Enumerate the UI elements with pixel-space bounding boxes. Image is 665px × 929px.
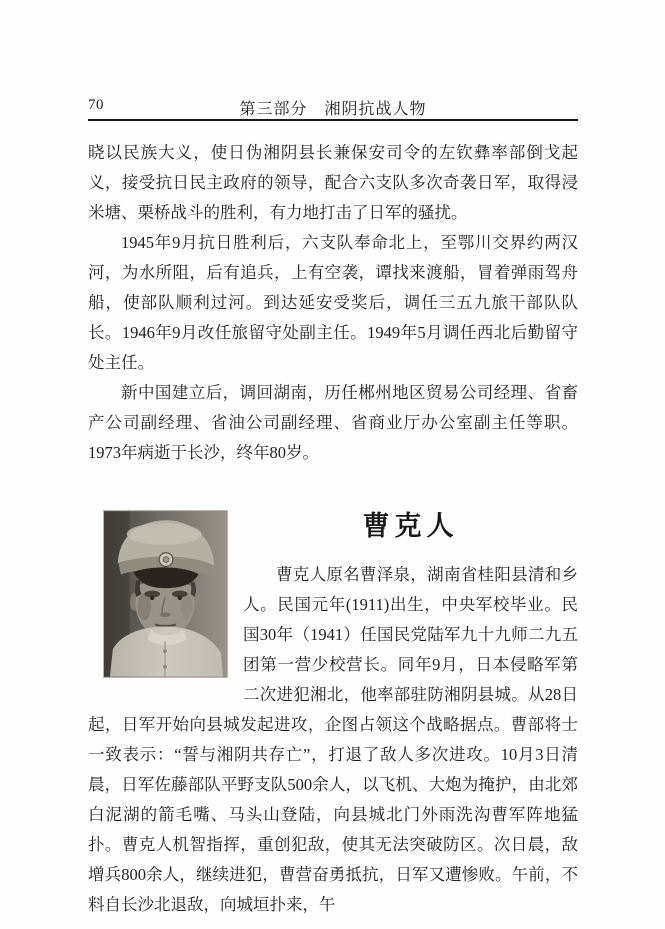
portrait-photo [103,510,228,678]
bio-paragraph: 曹克人原名曹泽泉，湖南省桂阳县清和乡人。民国元年(1911)出生，中央军校毕业。民国30年（1941）任国民党陆军九十九师二九五团第一营少校营长。同年9月，日本侵略军第二次进犯湘北，他率部驻防湘阴县城。从28日起，日军开始向县城发起进攻，企图占领这个战略据点。曹部将士一致表示：“誓与湘阴共存亡”，打退了敌人多次进攻。10月3日清晨，日军佐藤部队平野支队500余人，以飞机、大炮为掩护，由北郊白泥湖的箭毛嘴、马头山登陆，向县城北门外雨洗沟曹军阵地猛扑。曹克人机智指挥，重创犯敌，使其无法突破防区。次日晨，敌增兵800余人，继续进犯，曹营奋勇抵抗，日军又遭惨败。午前，不料自长沙北退敌，向城垣扑来，午 [88,565,578,914]
body-paragraph-1: 晓以民族大义，使日伪湘阴县长兼保安司令的左钦彝率部倒戈起义，接受抗日民主政府的领导，配合六支队多次奇袭日军，取得浸米塘、栗桥战斗的胜利，有力地打击了日军的骚扰。 [88,143,578,222]
section-title: 曹克人 [362,511,459,541]
page-header [88,96,578,117]
page-content [88,96,578,920]
person-section [88,508,578,920]
body-paragraph-2: 1945年9月抗日胜利后，六支队奉命北上，至鄂川交界约两汉河，为水所阻，后有追兵，上有空袭，谭找来渡船，冒着弹雨驾舟船，使部队顺利过河。到达延安受奖后，调任三五九旅干部队队长。1946年9月改任旅留守处副主任。1949年5月调任西北后勤留守处主任。 [88,233,578,372]
running-header-title: 第三部分 湘阴抗战人物 [239,101,427,118]
body-paragraph-3: 新中国建立后，调回湖南，历任郴州地区贸易公司经理、省畜产公司副经理、省油公司副经理、省商业厅办公室副主任等职。1973年病逝于长沙，终年80岁。 [88,383,578,462]
page-number: 70 [88,97,104,113]
body-text [88,121,578,920]
portrait-illustration [104,511,227,677]
